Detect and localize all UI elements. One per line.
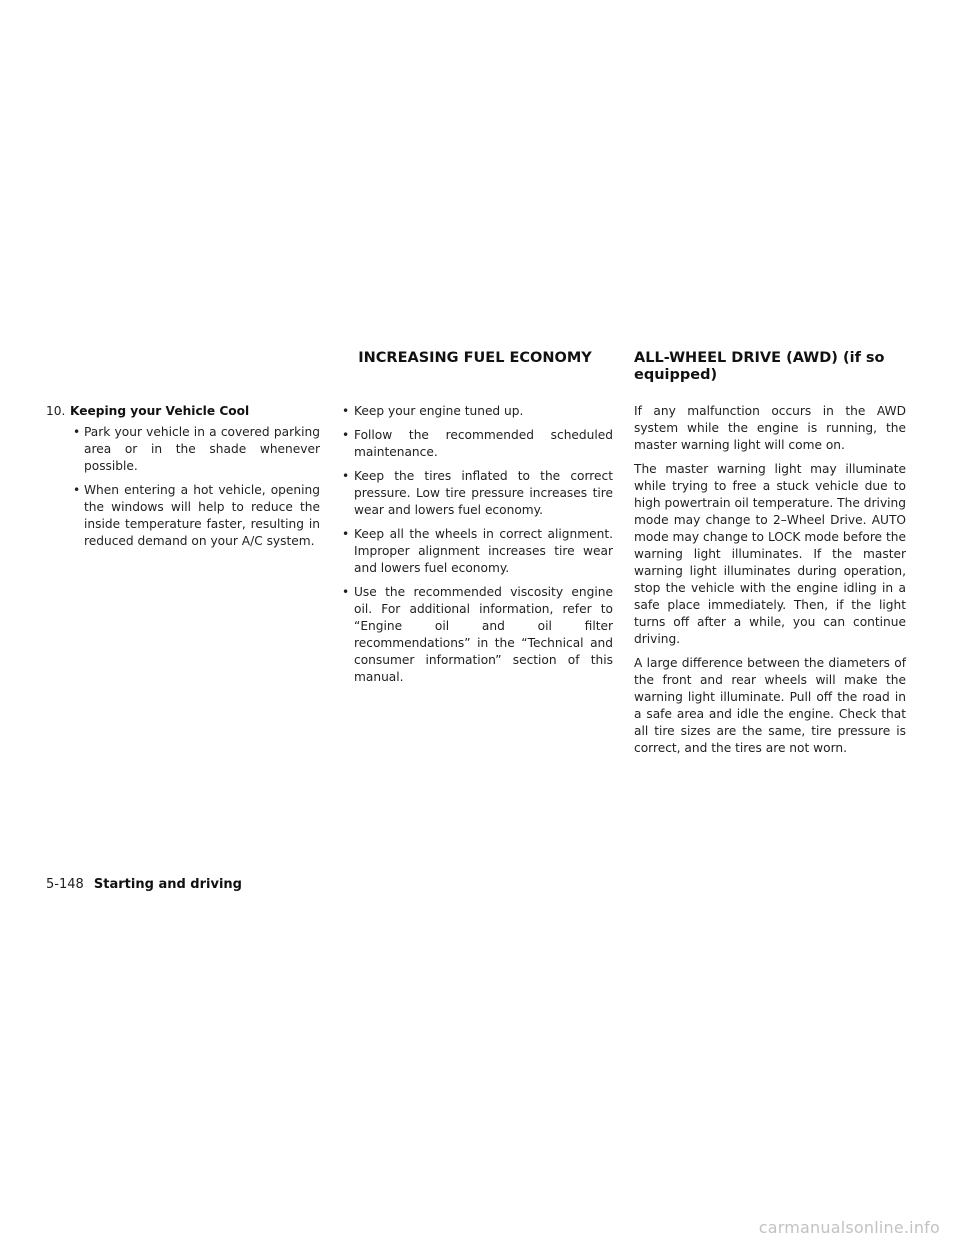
- bullet-icon: •: [342, 469, 350, 483]
- numbered-item-heading: [46, 403, 320, 420]
- middle-column: [340, 403, 613, 693]
- bullet-text: Use the recommended viscosity engine oil. For additional information, refer to “Engine oil and oil filter recommendations” in the “Technical and consumer information” section of this manual.: [354, 585, 613, 684]
- list-item: [340, 403, 613, 420]
- bullet-text: When entering a hot vehicle, opening the windows will help to reduce the inside temperature faster, resulting in reduced demand on your A/C system.: [84, 483, 320, 548]
- heading-increasing-fuel-economy: INCREASING FUEL ECONOMY: [358, 350, 592, 366]
- bullet-icon: •: [73, 425, 81, 439]
- item-number: 10.: [46, 404, 66, 418]
- list-item: [46, 424, 320, 475]
- bullet-text: Park your vehicle in a covered parking area or in the shade whenever possible.: [84, 425, 320, 473]
- bullet-text: Keep your engine tuned up.: [354, 404, 524, 418]
- bullet-icon: •: [342, 404, 350, 418]
- chapter-title: Starting and driving: [93, 877, 242, 892]
- page-footer: [46, 877, 242, 893]
- list-item: [46, 482, 320, 550]
- left-column: [46, 403, 320, 557]
- fuel-economy-bullet-list: [340, 403, 613, 686]
- cool-vehicle-bullet-list: [46, 424, 320, 550]
- watermark-text: carmanualsonline.info: [758, 1218, 940, 1237]
- right-column: [634, 403, 906, 764]
- page-number: 5-148: [46, 877, 84, 892]
- list-item: [340, 584, 613, 686]
- awd-paragraph: If any malfunction occurs in the AWD system while the engine is running, the master warning light will come on.: [634, 404, 906, 452]
- list-item: [340, 468, 613, 519]
- bullet-text: Follow the recommended scheduled maintenance.: [354, 428, 613, 459]
- awd-paragraph: A large difference between the diameters of the front and rear wheels will make the warning light illuminate. Pull off the road in a safe area and idle the engine. Check that all tire sizes are the same, tire pressure is correct, and the tires are not worn.: [634, 656, 906, 755]
- bullet-icon: •: [342, 585, 350, 599]
- bullet-icon: •: [342, 428, 350, 442]
- bullet-icon: •: [342, 527, 350, 541]
- bullet-icon: •: [73, 483, 81, 497]
- bullet-text: Keep all the wheels in correct alignment. Improper alignment increases tire wear and lowers fuel economy.: [354, 527, 613, 575]
- bullet-text: Keep the tires inflated to the correct pressure. Low tire pressure increases tire wear and lowers fuel economy.: [354, 469, 613, 517]
- awd-paragraph: The master warning light may illuminate while trying to free a stuck vehicle due to high powertrain oil temperature. The driving mode may change to 2–Wheel Drive. AUTO mode may change to LOCK mode before the warning light illuminates. If the master warning light illuminates during operation, stop the vehicle with the engine idling in a safe place immediately. Then, if the light turns off after a while, you can continue driving.: [634, 462, 906, 646]
- list-item: [340, 427, 613, 461]
- list-item: [340, 526, 613, 577]
- heading-all-wheel-drive: ALL-WHEEL DRIVE (AWD) (if so equipped): [634, 350, 885, 383]
- item-title: Keeping your Vehicle Cool: [70, 404, 250, 418]
